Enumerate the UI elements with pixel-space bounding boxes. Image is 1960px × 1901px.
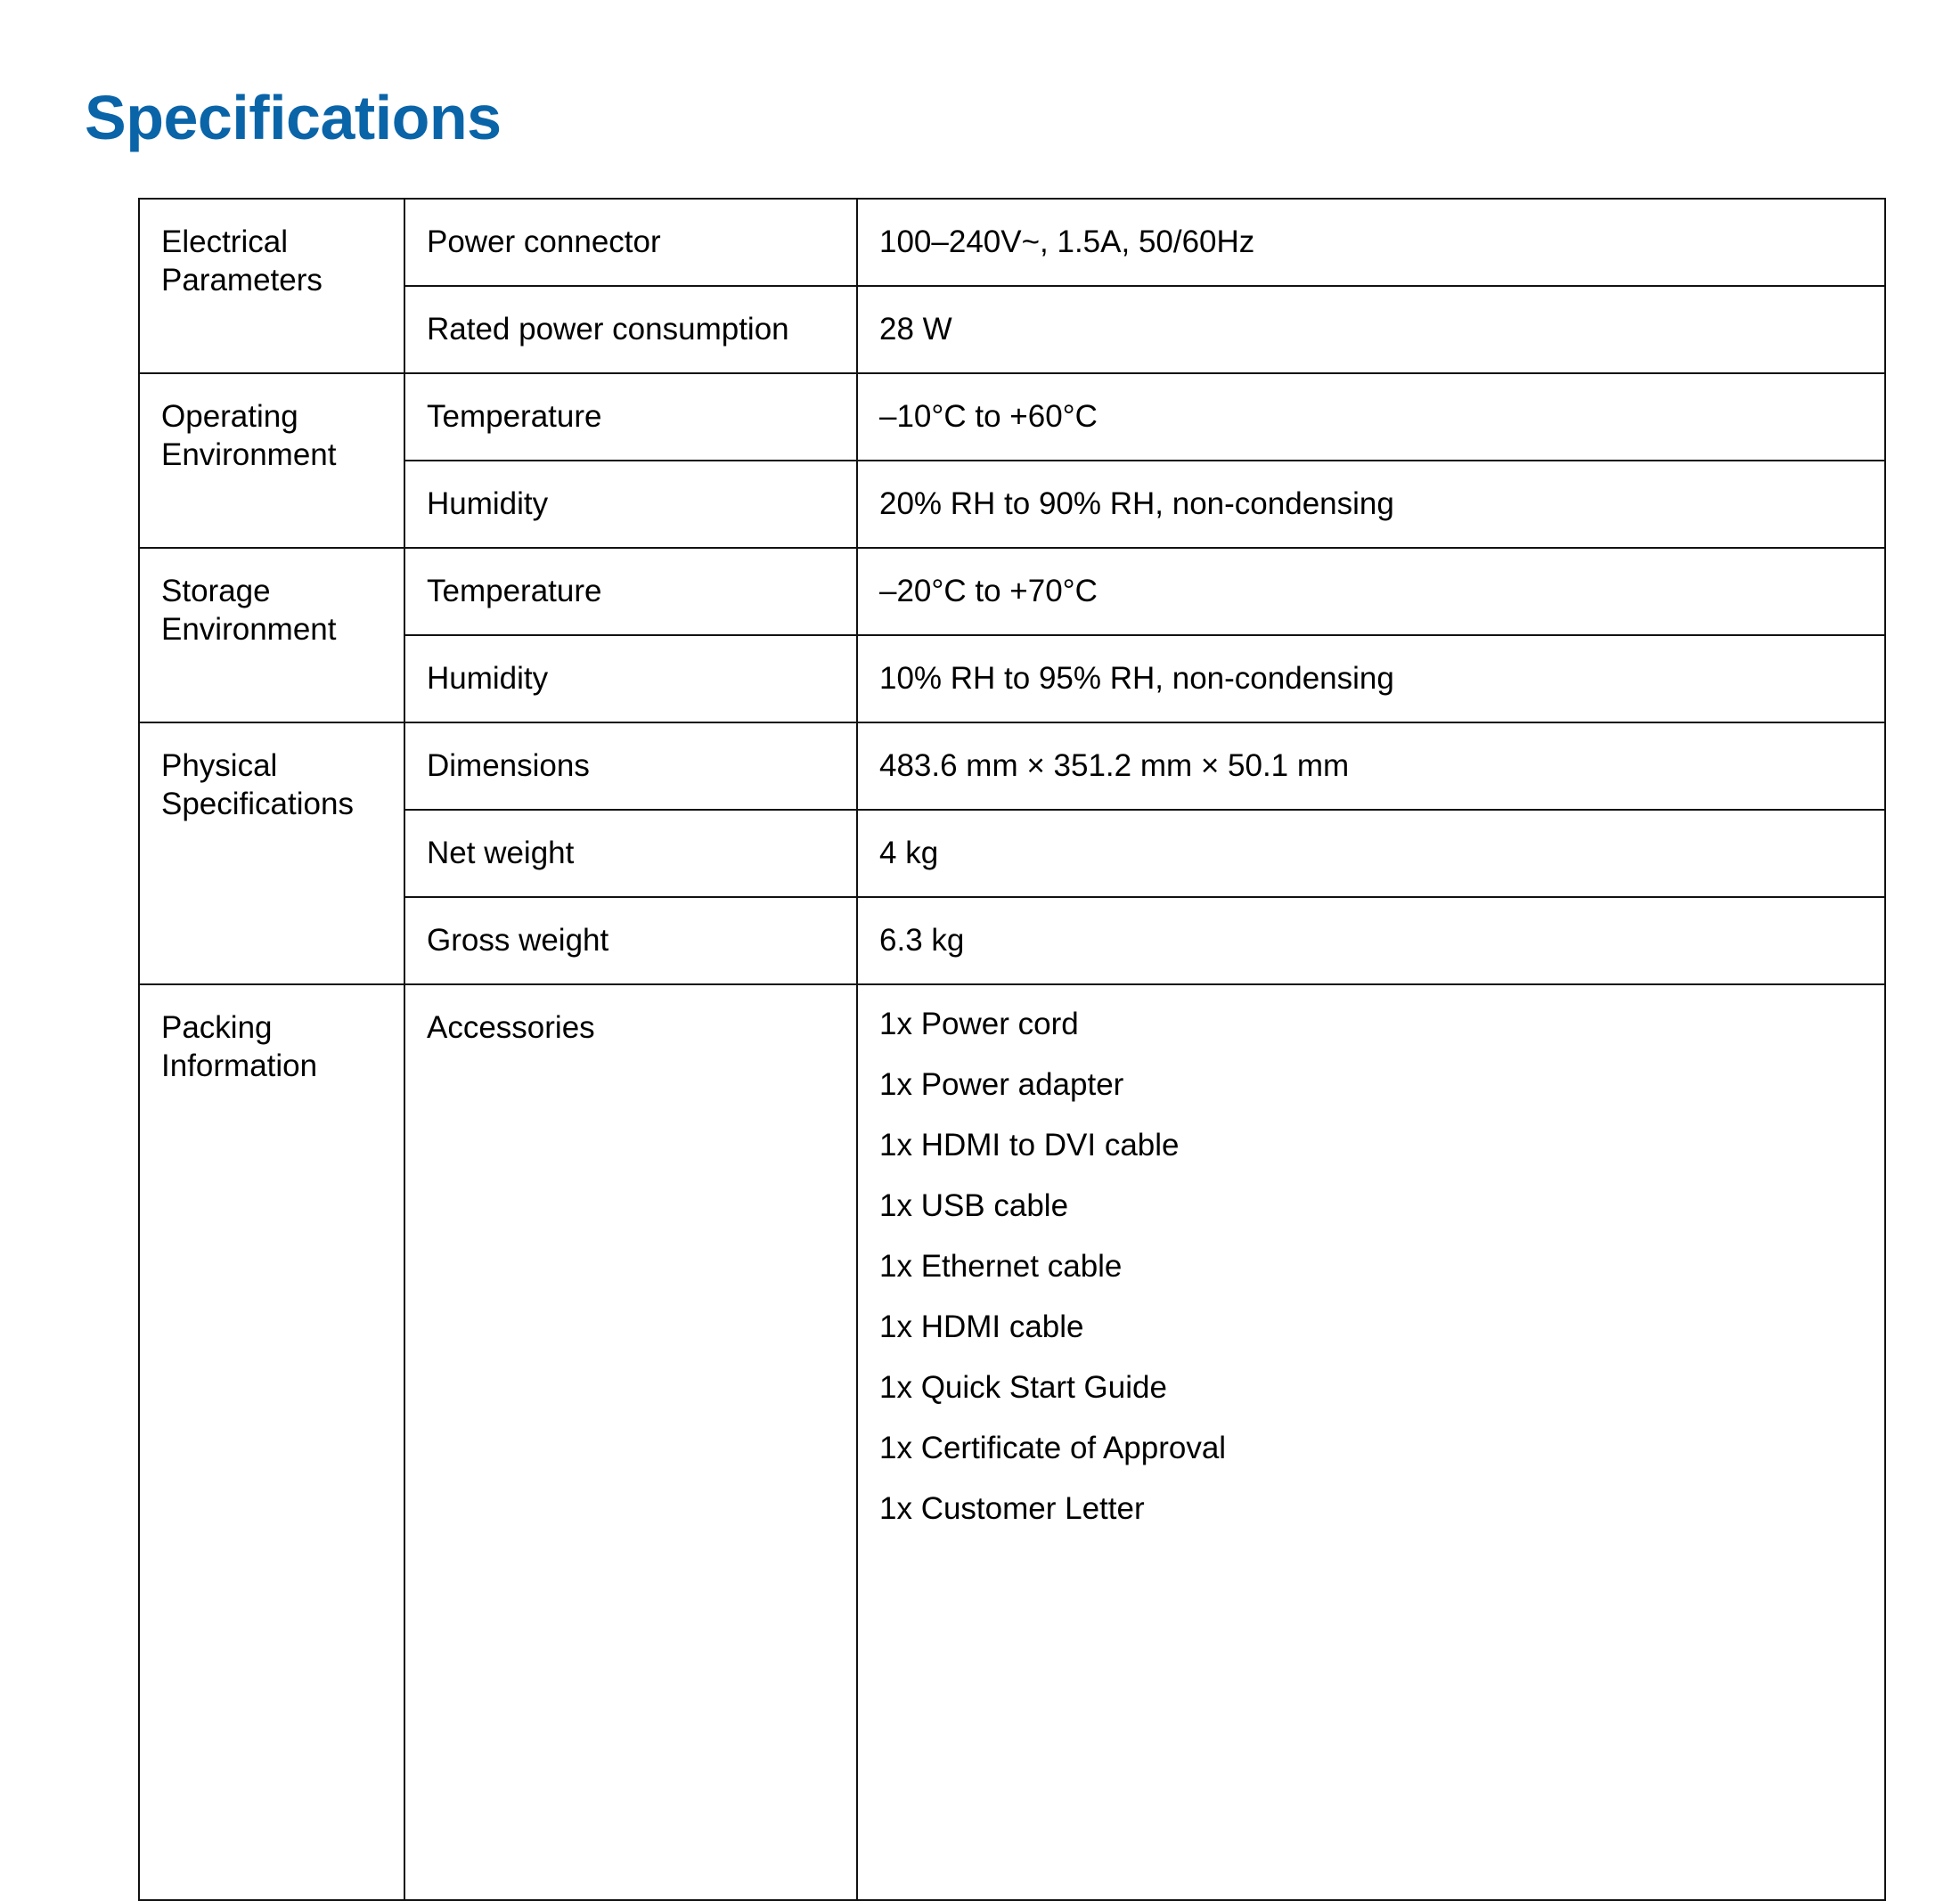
accessory-item: 1x HDMI cable: [879, 1309, 1084, 1344]
accessory-item: 1x USB cable: [879, 1188, 1069, 1223]
parameter-value-cell: 483.6 mm × 351.2 mm × 50.1 mm: [857, 722, 1885, 810]
parameter-value-cell: 28 W: [857, 286, 1885, 373]
parameter-name-cell: Rated power consumption: [404, 286, 857, 373]
accessory-item: 1x Ethernet cable: [879, 1249, 1123, 1284]
category-cell: Electrical Parameters: [139, 199, 404, 373]
parameter-name-cell: Dimensions: [404, 722, 857, 810]
table-row: [139, 984, 1885, 1900]
parameter-value-cell: 20% RH to 90% RH, non-condensing: [857, 461, 1885, 548]
category-cell: Physical Specifications: [139, 722, 404, 984]
accessory-item: 1x Certificate of Approval: [879, 1431, 1227, 1465]
table-row: [139, 722, 1885, 810]
parameter-value-cell: 100–240V~, 1.5A, 50/60Hz: [857, 199, 1885, 286]
parameter-value-cell: 10% RH to 95% RH, non-condensing: [857, 635, 1885, 722]
table-row: [139, 373, 1885, 461]
parameter-value-cell: –20°C to +70°C: [857, 548, 1885, 635]
table-row: [139, 548, 1885, 635]
accessory-item: 1x Quick Start Guide: [879, 1370, 1167, 1405]
parameter-name-cell: Temperature: [404, 548, 857, 635]
parameter-name-cell: Temperature: [404, 373, 857, 461]
accessory-item: 1x Customer Letter: [879, 1491, 1145, 1526]
parameter-value-cell: 6.3 kg: [857, 897, 1885, 984]
accessory-item: 1x HDMI to DVI cable: [879, 1128, 1180, 1163]
parameter-name-cell: Gross weight: [404, 897, 857, 984]
category-cell: Packing Information: [139, 984, 404, 1900]
parameter-name-cell: Net weight: [404, 810, 857, 897]
parameter-name-cell: Humidity: [404, 461, 857, 548]
category-cell: Operating Environment: [139, 373, 404, 548]
parameter-name-cell: Power connector: [404, 199, 857, 286]
table-row: [139, 199, 1885, 286]
parameter-name-cell: Humidity: [404, 635, 857, 722]
accessory-item: 1x Power adapter: [879, 1067, 1124, 1102]
parameter-name-cell: Accessories: [404, 984, 857, 1900]
parameter-value-cell: –10°C to +60°C: [857, 373, 1885, 461]
parameter-value-cell: [857, 984, 1885, 1900]
page-title: Specifications: [85, 83, 502, 152]
specifications-table: [138, 198, 1886, 1901]
parameter-value-cell: 4 kg: [857, 810, 1885, 897]
category-cell: Storage Environment: [139, 548, 404, 722]
accessory-item: 1x Power cord: [879, 1007, 1079, 1041]
